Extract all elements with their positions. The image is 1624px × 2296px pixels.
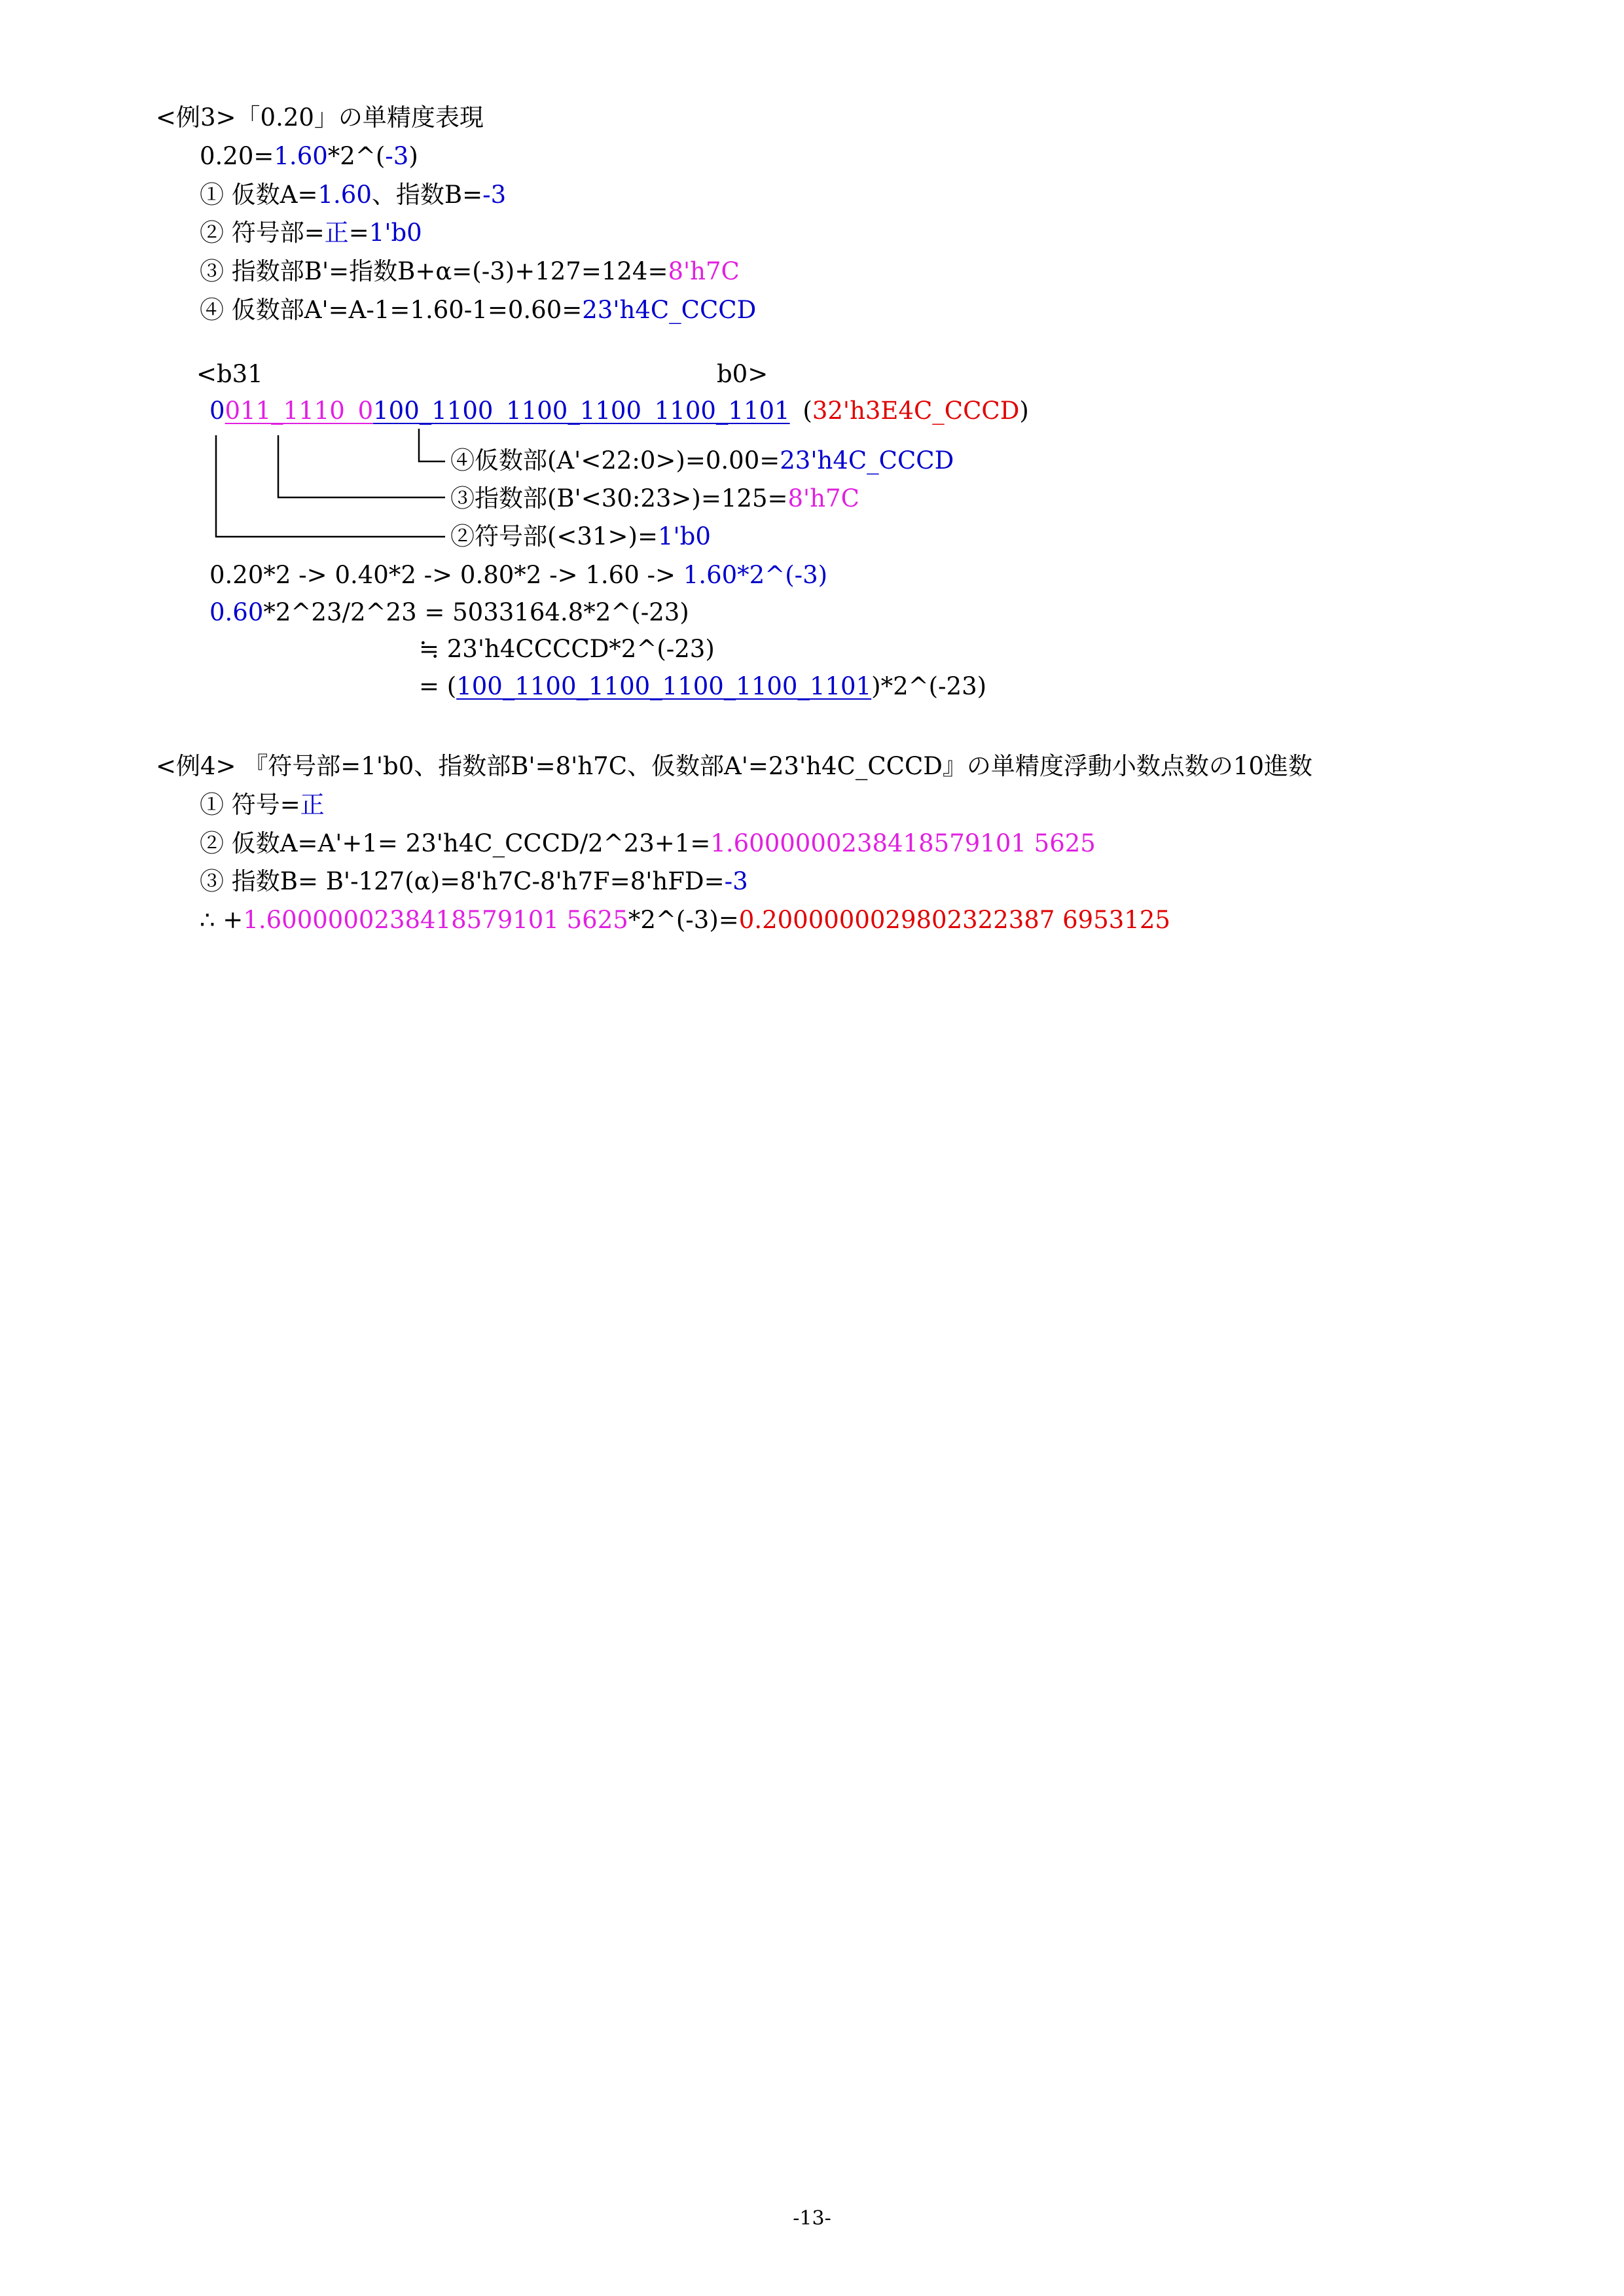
text-run: )*2^(-23) (871, 672, 987, 700)
text-run: ∴ + (200, 906, 244, 934)
text-run: -3 (724, 867, 748, 895)
text-run: *2^( (327, 142, 386, 170)
text-run: *2^(-3)= (628, 906, 739, 934)
text-run: 8'h7C (787, 484, 859, 512)
text-run: 正 (324, 219, 349, 247)
text-run: 正 (300, 791, 325, 819)
text-run: 32'h3E4C_CCCD (812, 397, 1020, 425)
text-run: ② 仮数A=A'+1= 23'h4C_CCCD/2^23+1= (200, 829, 711, 857)
example4-heading: <例4> 『符号部=1'b0、指数部B'=8'h7C、仮数部A'=23'h4C_CCCD』の単精度浮動小数点数の10進数 (156, 752, 1313, 780)
text-run: 100_1100 1100_1100 1100_1101 (373, 397, 790, 425)
text-run: 23'h4C_CCCD (780, 446, 954, 475)
text-run: 0.20*2 -> 0.40*2 -> 0.80*2 -> 1.60 -> (209, 561, 683, 589)
text-run: ≒ 23'h4CCCCD*2^(-23) (419, 635, 715, 663)
text-run: ④ 仮数部A'=A-1=1.60-1=0.60= (200, 296, 583, 324)
text-run: 1.6000000238418579101 5625 (243, 906, 628, 934)
text-run: 1'b0 (657, 522, 711, 550)
text-run: 0.2000000029802322387 6953125 (738, 906, 1170, 934)
text-run: = (348, 219, 369, 247)
text-run: 1.60 (274, 142, 328, 170)
bit-msb-label: <b31 (196, 360, 263, 388)
field-sign (450, 521, 711, 552)
calc-line-4 (419, 671, 986, 702)
text-run: ) (408, 142, 418, 170)
field-mantissa (450, 445, 954, 476)
text-run: ③ 指数B= B'-127(α)=8'h7C-8'h7F=8'hFD= (200, 867, 725, 895)
text-run: 8'h7C (668, 257, 740, 285)
example4-step-1 (200, 789, 325, 821)
text-run: 、指数B= (371, 181, 483, 209)
example4-step-3 (200, 866, 748, 897)
text-run: -3 (385, 142, 409, 170)
text-run: ) (1019, 397, 1029, 425)
text-run: ②符号部(<31>)= (450, 522, 658, 550)
text-run: 1'b0 (369, 219, 422, 247)
text-run: 23'h4C_CCCD (582, 296, 757, 324)
exponent-connector (278, 435, 445, 497)
example4-conclusion (200, 905, 1170, 936)
text-run: ③指数部(B'<30:23>)=125= (450, 484, 788, 512)
text-run: ① 仮数A= (200, 181, 318, 209)
bit-lsb-label: b0> (717, 360, 768, 388)
text-run: ① 符号= (200, 791, 300, 819)
text-run: ② 符号部= (200, 219, 325, 247)
sign-connector (216, 435, 445, 537)
example3-heading: <例3>「0.20」の単精度表現 (156, 103, 484, 132)
calc-line-3 (419, 634, 715, 665)
text-run: 1.6000000238418579101 5625 (710, 829, 1096, 857)
text-run: ( (789, 397, 812, 425)
text-run: 0 (209, 397, 225, 425)
calc-line-2 (209, 597, 689, 628)
text-run: 0.20= (200, 142, 274, 170)
text-run: 1.60 (317, 181, 372, 209)
text-run: ③ 指数部B'=指数B+α=(-3)+127=124= (200, 257, 668, 285)
text-run: 0.60 (209, 598, 264, 626)
text-run: 1.60*2^(-3) (683, 561, 828, 589)
field-exponent (450, 483, 859, 514)
text-run: -3 (482, 181, 507, 209)
calc-line-1 (209, 560, 827, 591)
mantissa-connector (419, 429, 445, 461)
text-run: 011_1110 0 (225, 397, 374, 425)
example4-step-2 (200, 828, 1096, 859)
page-number: -13- (793, 2207, 831, 2230)
text-run: 100_1100_1100_1100_1100_1101 (456, 672, 872, 700)
text-run: = ( (419, 672, 457, 700)
text-run: *2^23/2^23 = 5033164.8*2^(-23) (263, 598, 689, 626)
text-run: ④仮数部(A'<22:0>)=0.00= (450, 446, 780, 475)
